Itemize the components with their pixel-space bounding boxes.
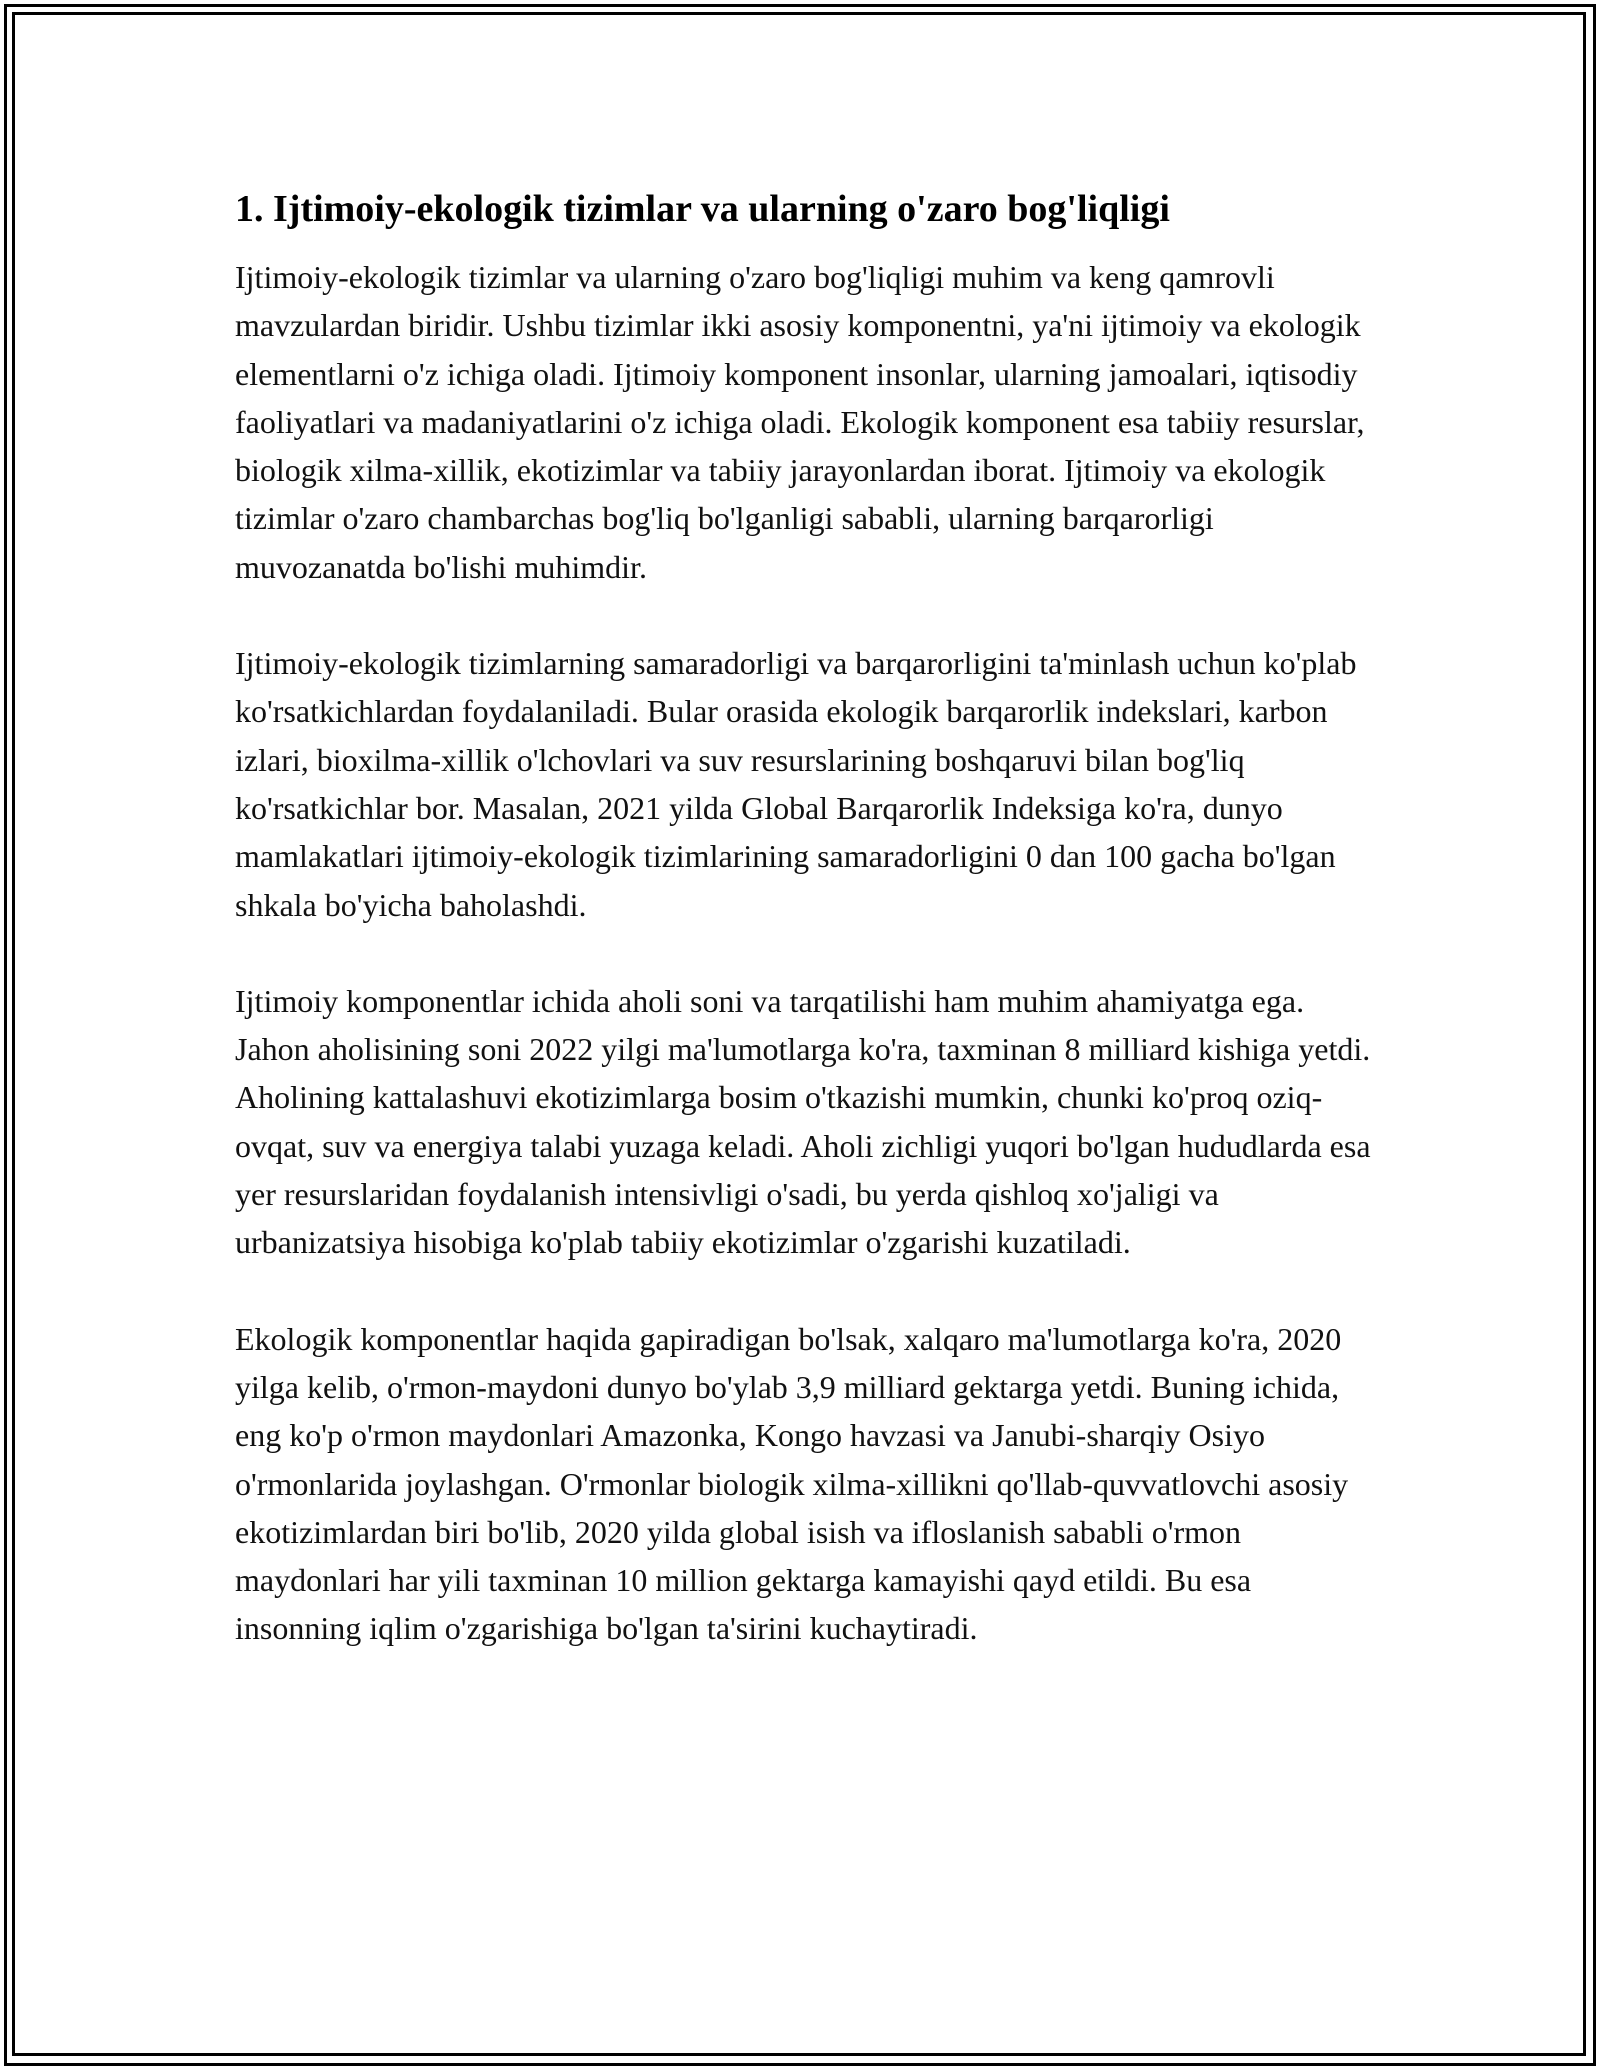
paragraph-indicators: Ijtimoiy-ekologik tizimlarning samaradorligi va barqarorligini ta'minlash uchun ko'plab ko'rsatkichlardan foydalaniladi. Bular orasida ekologik barqarorlik indekslari, karbon izlari, bioxilma-xillik o'lchovlari va suv resurslarining boshqaruvi bilan bog'liq ko'rsatkichlar bor. Masalan, 2021 yilda Global Barqarorlik Indeksiga ko'ra, dunyo mamlakatlari ijtimoiy-ekologik tizimlarining samaradorligini 0 dan 100 gacha bo'lgan shkala bo'yicha baholashdi. [235, 645, 1357, 923]
document-body [235, 185, 1385, 1701]
section-heading: 1. Ijtimoiy-ekologik tizimlar va ularning o'zaro bog'liqligi [235, 188, 1170, 230]
paragraph-forests: Ekologik komponentlar haqida gapiradigan bo'lsak, xalqaro ma'lumotlarga ko'ra, 2020 yilga kelib, o'rmon-maydoni dunyo bo'ylab 3,9 milliard gektarga yetdi. Buning ichida, eng ko'p o'rmon maydonlari Amazonka, Kongo havzasi va Janubi-sharqiy Osiyo o'rmonlarida joylashgan. O'rmonlar biologik xilma-xillikni qo'llab-quvvatlovchi asosiy ekotizimlardan biri bo'lib, 2020 yilda global isish va ifloslanish sababli o'rmon maydonlari har yili taxminan 10 million gektarga kamayishi qayd etildi. Bu esa insonning iqlim o'zgarishiga bo'lgan ta'sirini kuchaytiradi. [235, 1320, 1349, 1647]
paragraph-intro: Ijtimoiy-ekologik tizimlar va ularning o'zaro bog'liqligi muhim va keng qamrovli mavzulardan biridir. Ushbu tizimlar ikki asosiy komponentni, ya'ni ijtimoiy va ekologik elementlarni o'z ichiga oladi. Ijtimoiy komponent insonlar, ularning jamoalari, iqtisodiy faoliyatlari va madaniyatlarini o'z ichiga oladi. Ekologik komponent esa tabiiy resurslar, biologik xilma-xillik, ekotizimlar va tabiiy jarayonlardan iborat. Ijtimoiy va ekologik tizimlar o'zaro chambarchas bog'liq bo'lganligi sababli, ularning barqarorligi muvozanatda bo'lishi muhimdir. [235, 259, 1365, 585]
paragraph-population: Ijtimoiy komponentlar ichida aholi soni va tarqatilishi ham muhim ahamiyatga ega. Jahon aholisining soni 2022 yilgi ma'lumotlarga ko'ra, taxminan 8 milliard kishiga yetdi. Aholining kattalashuvi ekotizimlarga bosim o'tkazishi mumkin, chunki ko'proq oziq-ovqat, suv va energiya talabi yuzaga keladi. Aholi zichligi yuqori bo'lgan hududlarda esa yer resurslaridan foydalanish intensivligi o'sadi, bu yerda qishloq xo'jaligi va urbanizatsiya hisobiga ko'plab tabiiy ekotizimlar o'zgarishi kuzatiladi. [235, 982, 1371, 1261]
